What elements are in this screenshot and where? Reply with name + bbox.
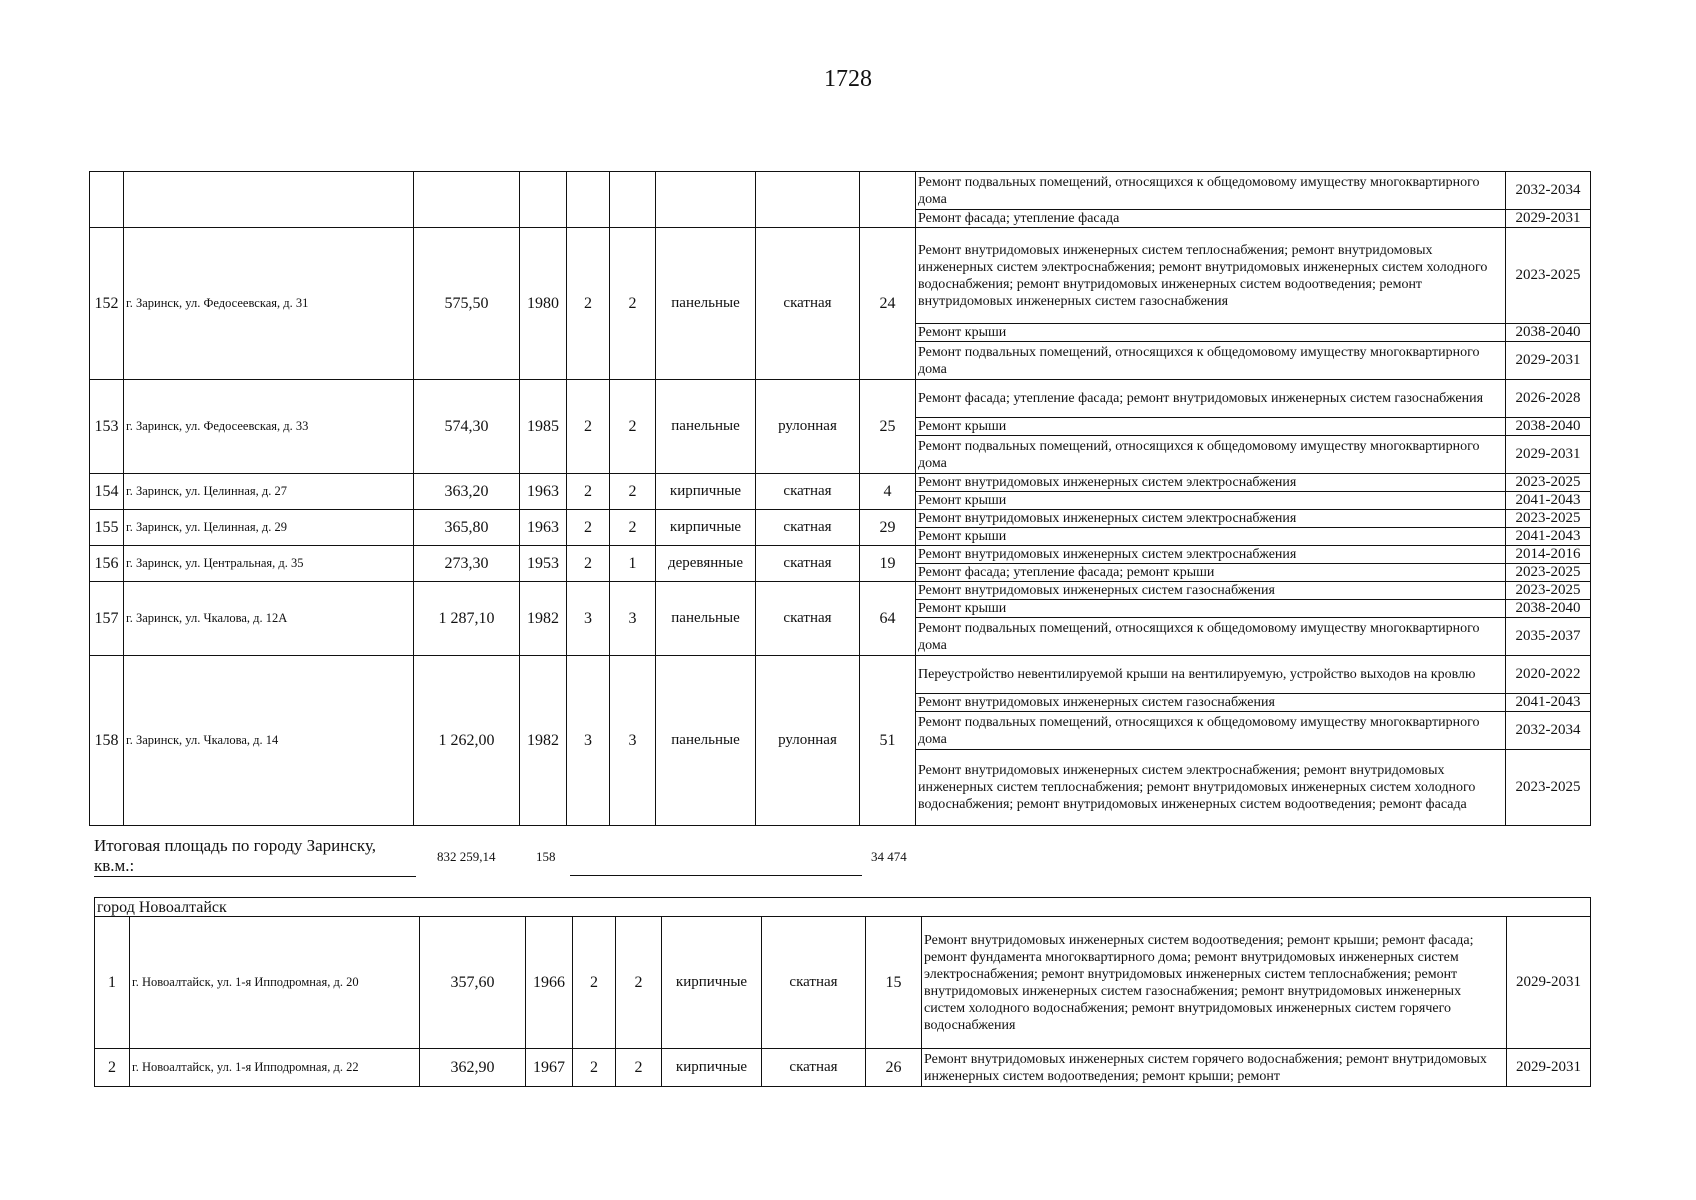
table-row (90, 582, 1591, 600)
work-description: Ремонт внутридомовых инженерных систем газоснабжения (916, 694, 1506, 712)
year-cell: 1963 (520, 510, 567, 546)
work-period: 2023-2025 (1506, 510, 1591, 528)
residents-cell: 26 (866, 1049, 922, 1087)
area-cell (414, 172, 520, 228)
housing-table-novoaltaysk (94, 897, 1591, 1087)
total-underline (570, 875, 862, 876)
work-period: 2032-2034 (1506, 172, 1591, 210)
table-row (90, 656, 1591, 694)
wall-material-cell (656, 172, 756, 228)
work-description: Ремонт внутридомовых инженерных систем электроснабжения (916, 510, 1506, 528)
row-number: 156 (90, 546, 124, 582)
work-description: Ремонт фасада; утепление фасада (916, 210, 1506, 228)
residents-cell: 25 (860, 380, 916, 474)
roof-type-cell: скатная (756, 582, 860, 656)
entrances-cell: 3 (610, 656, 656, 826)
entrances-cell: 2 (610, 228, 656, 380)
roof-type-cell: скатная (756, 474, 860, 510)
work-period: 2023-2025 (1506, 228, 1591, 324)
work-period: 2032-2034 (1506, 712, 1591, 750)
entrances-cell: 2 (616, 917, 662, 1049)
residents-cell: 4 (860, 474, 916, 510)
work-period: 2023-2025 (1506, 474, 1591, 492)
work-description: Ремонт внутридомовых инженерных систем водоотведения; ремонт крыши; ремонт фасада; ремонт фундамента многоквартирного дома; ремонт внутридомовых инженерных систем электроснабжения; ремонт внутридомовых инженерных систем теплоснабжения; ремонт внутридомовых инженерных систем газоснабжения; ремонт внутридомовых инженерных систем холодного водоснабжения; ремонт внутридомовых инженерных систем горячего водоснабжения (922, 917, 1507, 1049)
floors-cell: 2 (573, 917, 616, 1049)
entrances-cell: 2 (616, 1049, 662, 1087)
floors-cell: 2 (567, 228, 610, 380)
work-description: Ремонт внутридомовых инженерных систем теплоснабжения; ремонт внутридомовых инженерных систем электроснабжения; ремонт внутридомовых инженерных систем холодного водоснабжения; ремонт внутридомовых инженерных систем водоотведения; ремонт внутридомовых инженерных систем газоснабжения (916, 228, 1506, 324)
floors-cell (567, 172, 610, 228)
table-row (90, 546, 1591, 564)
row-number: 1 (95, 917, 130, 1049)
wall-material-cell: кирпичные (662, 917, 762, 1049)
address-cell: г. Новоалтайск, ул. 1-я Ипподромная, д. 20 (130, 917, 420, 1049)
floors-cell: 2 (573, 1049, 616, 1087)
wall-material-cell: кирпичные (656, 474, 756, 510)
city-name: город Новоалтайск (95, 898, 1591, 917)
row-number: 157 (90, 582, 124, 656)
total-residents: 34 474 (871, 849, 907, 864)
address-cell: г. Заринск, ул. Чкалова, д. 12А (124, 582, 414, 656)
year-cell: 1966 (526, 917, 573, 1049)
work-description: Ремонт подвальных помещений, относящихся к общедомовому имуществу многоквартирного дома (916, 618, 1506, 656)
work-description: Ремонт крыши (916, 492, 1506, 510)
address-cell (124, 172, 414, 228)
year-cell: 1980 (520, 228, 567, 380)
roof-type-cell (756, 172, 860, 228)
row-number (90, 172, 124, 228)
area-cell: 273,30 (414, 546, 520, 582)
work-description: Ремонт внутридомовых инженерных систем электроснабжения; ремонт внутридомовых инженерных систем теплоснабжения; ремонт внутридомовых инженерных систем холодного водоснабжения; ремонт внутридомовых инженерных систем водоотведения; ремонт фасада (916, 750, 1506, 826)
address-cell: г. Заринск, ул. Чкалова, д. 14 (124, 656, 414, 826)
address-cell: г. Заринск, ул. Целинная, д. 27 (124, 474, 414, 510)
area-cell: 575,50 (414, 228, 520, 380)
area-cell: 365,80 (414, 510, 520, 546)
address-cell: г. Заринск, ул. Федосеевская, д. 33 (124, 380, 414, 474)
work-period: 2029-2031 (1506, 210, 1591, 228)
work-description: Ремонт крыши (916, 600, 1506, 618)
table-row (90, 380, 1591, 418)
wall-material-cell: кирпичные (656, 510, 756, 546)
work-description: Ремонт внутридомовых инженерных систем электроснабжения (916, 546, 1506, 564)
housing-table-zarinsk (89, 171, 1591, 826)
total-label: Итоговая площадь по городу Заринску, кв.м.: (94, 836, 416, 877)
table-row (95, 917, 1591, 1049)
page-number: 1728 (824, 66, 872, 92)
area-cell: 363,20 (414, 474, 520, 510)
entrances-cell: 2 (610, 474, 656, 510)
work-description: Ремонт подвальных помещений, относящихся к общедомовому имуществу многоквартирного дома (916, 436, 1506, 474)
residents-cell (860, 172, 916, 228)
year-cell: 1985 (520, 380, 567, 474)
year-cell: 1982 (520, 656, 567, 826)
total-area: 832 259,14 (437, 849, 496, 864)
row-number: 152 (90, 228, 124, 380)
floors-cell: 2 (567, 546, 610, 582)
work-description: Ремонт крыши (916, 418, 1506, 436)
address-cell: г. Заринск, ул. Центральная, д. 35 (124, 546, 414, 582)
roof-type-cell: скатная (756, 228, 860, 380)
work-period: 2023-2025 (1506, 564, 1591, 582)
work-period: 2038-2040 (1506, 324, 1591, 342)
area-cell: 574,30 (414, 380, 520, 474)
roof-type-cell: скатная (756, 546, 860, 582)
work-period: 2038-2040 (1506, 418, 1591, 436)
entrances-cell (610, 172, 656, 228)
year-cell: 1963 (520, 474, 567, 510)
work-period: 2014-2016 (1506, 546, 1591, 564)
residents-cell: 24 (860, 228, 916, 380)
year-cell: 1953 (520, 546, 567, 582)
table-row (90, 172, 1591, 210)
roof-type-cell: рулонная (756, 380, 860, 474)
work-description: Ремонт фасада; утепление фасада; ремонт крыши (916, 564, 1506, 582)
work-description: Ремонт внутридомовых инженерных систем газоснабжения (916, 582, 1506, 600)
wall-material-cell: деревянные (656, 546, 756, 582)
entrances-cell: 1 (610, 546, 656, 582)
row-number: 158 (90, 656, 124, 826)
wall-material-cell: панельные (656, 228, 756, 380)
floors-cell: 3 (567, 582, 610, 656)
work-description: Ремонт крыши (916, 324, 1506, 342)
entrances-cell: 2 (610, 380, 656, 474)
row-number: 155 (90, 510, 124, 546)
roof-type-cell: скатная (756, 510, 860, 546)
wall-material-cell: панельные (656, 582, 756, 656)
roof-type-cell: рулонная (756, 656, 860, 826)
work-period: 2020-2022 (1506, 656, 1591, 694)
floors-cell: 2 (567, 380, 610, 474)
entrances-cell: 2 (610, 510, 656, 546)
work-period: 2029-2031 (1506, 342, 1591, 380)
residents-cell: 51 (860, 656, 916, 826)
area-cell: 362,90 (420, 1049, 526, 1087)
work-description: Переустройство невентилируемой крыши на вентилируемую, устройство выходов на кровлю (916, 656, 1506, 694)
year-cell: 1967 (526, 1049, 573, 1087)
wall-material-cell: кирпичные (662, 1049, 762, 1087)
total-count: 158 (536, 849, 556, 864)
roof-type-cell: скатная (762, 917, 866, 1049)
table-row (95, 1049, 1591, 1087)
work-period: 2029-2031 (1507, 1049, 1591, 1087)
area-cell: 1 287,10 (414, 582, 520, 656)
address-cell: г. Заринск, ул. Федосеевская, д. 31 (124, 228, 414, 380)
work-period: 2041-2043 (1506, 528, 1591, 546)
work-period: 2038-2040 (1506, 600, 1591, 618)
work-description: Ремонт подвальных помещений, относящихся к общедомовому имуществу многоквартирного дома (916, 172, 1506, 210)
residents-cell: 29 (860, 510, 916, 546)
year-cell (520, 172, 567, 228)
work-description: Ремонт внутридомовых инженерных систем электроснабжения (916, 474, 1506, 492)
table-row (90, 510, 1591, 528)
row-number: 154 (90, 474, 124, 510)
residents-cell: 15 (866, 917, 922, 1049)
entrances-cell: 3 (610, 582, 656, 656)
work-period: 2029-2031 (1507, 917, 1591, 1049)
work-period: 2041-2043 (1506, 694, 1591, 712)
work-description: Ремонт фасада; утепление фасада; ремонт внутридомовых инженерных систем газоснабжения (916, 380, 1506, 418)
work-period: 2035-2037 (1506, 618, 1591, 656)
year-cell: 1982 (520, 582, 567, 656)
work-description: Ремонт подвальных помещений, относящихся к общедомовому имуществу многоквартирного дома (916, 342, 1506, 380)
work-description: Ремонт крыши (916, 528, 1506, 546)
roof-type-cell: скатная (762, 1049, 866, 1087)
row-number: 2 (95, 1049, 130, 1087)
residents-cell: 19 (860, 546, 916, 582)
table-row (90, 228, 1591, 324)
work-description: Ремонт внутридомовых инженерных систем горячего водоснабжения; ремонт внутридомовых инженерных систем водоотведения; ремонт крыши; ремонт (922, 1049, 1507, 1087)
work-period: 2023-2025 (1506, 750, 1591, 826)
wall-material-cell: панельные (656, 656, 756, 826)
floors-cell: 2 (567, 474, 610, 510)
work-period: 2041-2043 (1506, 492, 1591, 510)
work-period: 2023-2025 (1506, 582, 1591, 600)
address-cell: г. Заринск, ул. Целинная, д. 29 (124, 510, 414, 546)
wall-material-cell: панельные (656, 380, 756, 474)
row-number: 153 (90, 380, 124, 474)
work-period: 2029-2031 (1506, 436, 1591, 474)
city-header-row (95, 898, 1591, 917)
table-row (90, 474, 1591, 492)
floors-cell: 3 (567, 656, 610, 826)
area-cell: 1 262,00 (414, 656, 520, 826)
area-cell: 357,60 (420, 917, 526, 1049)
floors-cell: 2 (567, 510, 610, 546)
work-period: 2026-2028 (1506, 380, 1591, 418)
work-description: Ремонт подвальных помещений, относящихся к общедомовому имуществу многоквартирного дома (916, 712, 1506, 750)
residents-cell: 64 (860, 582, 916, 656)
address-cell: г. Новоалтайск, ул. 1-я Ипподромная, д. 22 (130, 1049, 420, 1087)
